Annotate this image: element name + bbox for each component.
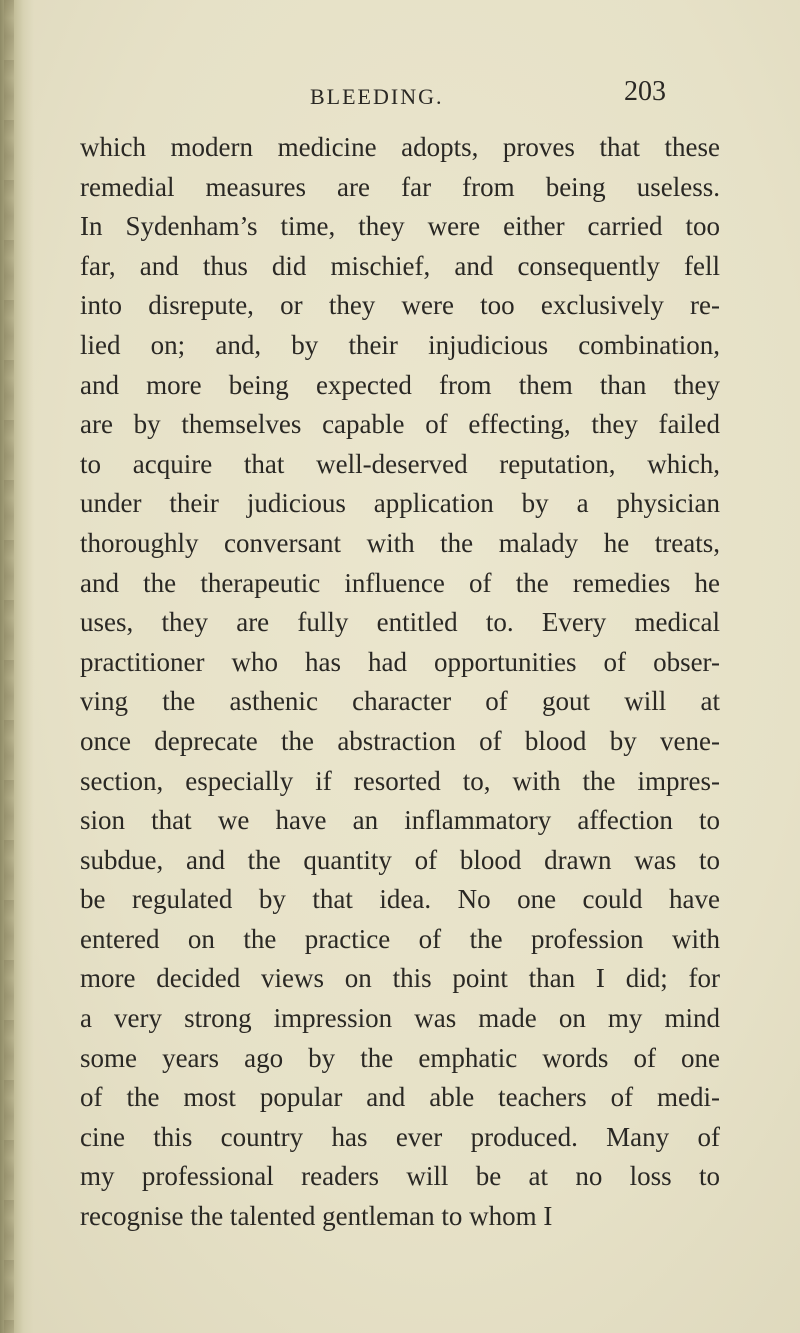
text-line: be regulated by that idea. No one could have [80, 884, 720, 915]
text-line: which modern medicine adopts, proves that these [80, 132, 720, 162]
running-head: BLEEDING. [310, 84, 444, 109]
text-line: far, and thus did mischief, and consequently fell [80, 250, 720, 281]
text-line: and more being expected from them than they [80, 369, 720, 400]
text-line: under their judicious application by a physician [80, 488, 720, 519]
text-line: section, especially if resorted to, with the impres- [80, 765, 720, 796]
text-line: more decided views on this point than I did; for [80, 963, 720, 994]
text-line: my professional readers will be at no loss to [80, 1161, 720, 1192]
binding-shadow [4, 0, 14, 1333]
text-line: and the therapeutic influence of the remedies he [80, 567, 720, 598]
text-line: into disrepute, or they were too exclusively re- [80, 290, 720, 321]
text-line: uses, they are fully entitled to. Every medical [80, 607, 720, 638]
text-line: In Sydenham’s time, they were either carried too [80, 211, 720, 242]
text-line: once deprecate the abstraction of blood by vene- [80, 725, 720, 756]
text-line: practitioner who has had opportunities of obser- [80, 646, 720, 677]
text-line: of the most popular and able teachers of medi- [80, 1082, 720, 1113]
text-line: lied on; and, by their injudicious combination, [80, 329, 720, 360]
text-line: to acquire that well-deserved reputation, which, [80, 448, 720, 479]
text-line: subdue, and the quantity of blood drawn was to [80, 844, 720, 875]
text-line: are by themselves capable of effecting, they failed [80, 409, 720, 440]
text-line: entered on the practice of the profession with [80, 923, 720, 954]
body-text [80, 128, 720, 1237]
text-line: cine this country has ever produced. Many of [80, 1121, 720, 1152]
text-line: thoroughly conversant with the malady he treats, [80, 527, 720, 558]
text-line: recognise the talented gentleman to whom I [80, 1201, 553, 1232]
text-line: sion that we have an inflammatory affection to [80, 805, 720, 836]
page-number: 203 [624, 76, 666, 107]
text-line: remedial measures are far from being useless. [80, 171, 720, 202]
text-line: some years ago by the emphatic words of one [80, 1042, 720, 1073]
text-line: ving the asthenic character of gout will at [80, 686, 720, 717]
text-line: a very strong impression was made on my mind [80, 1003, 720, 1034]
